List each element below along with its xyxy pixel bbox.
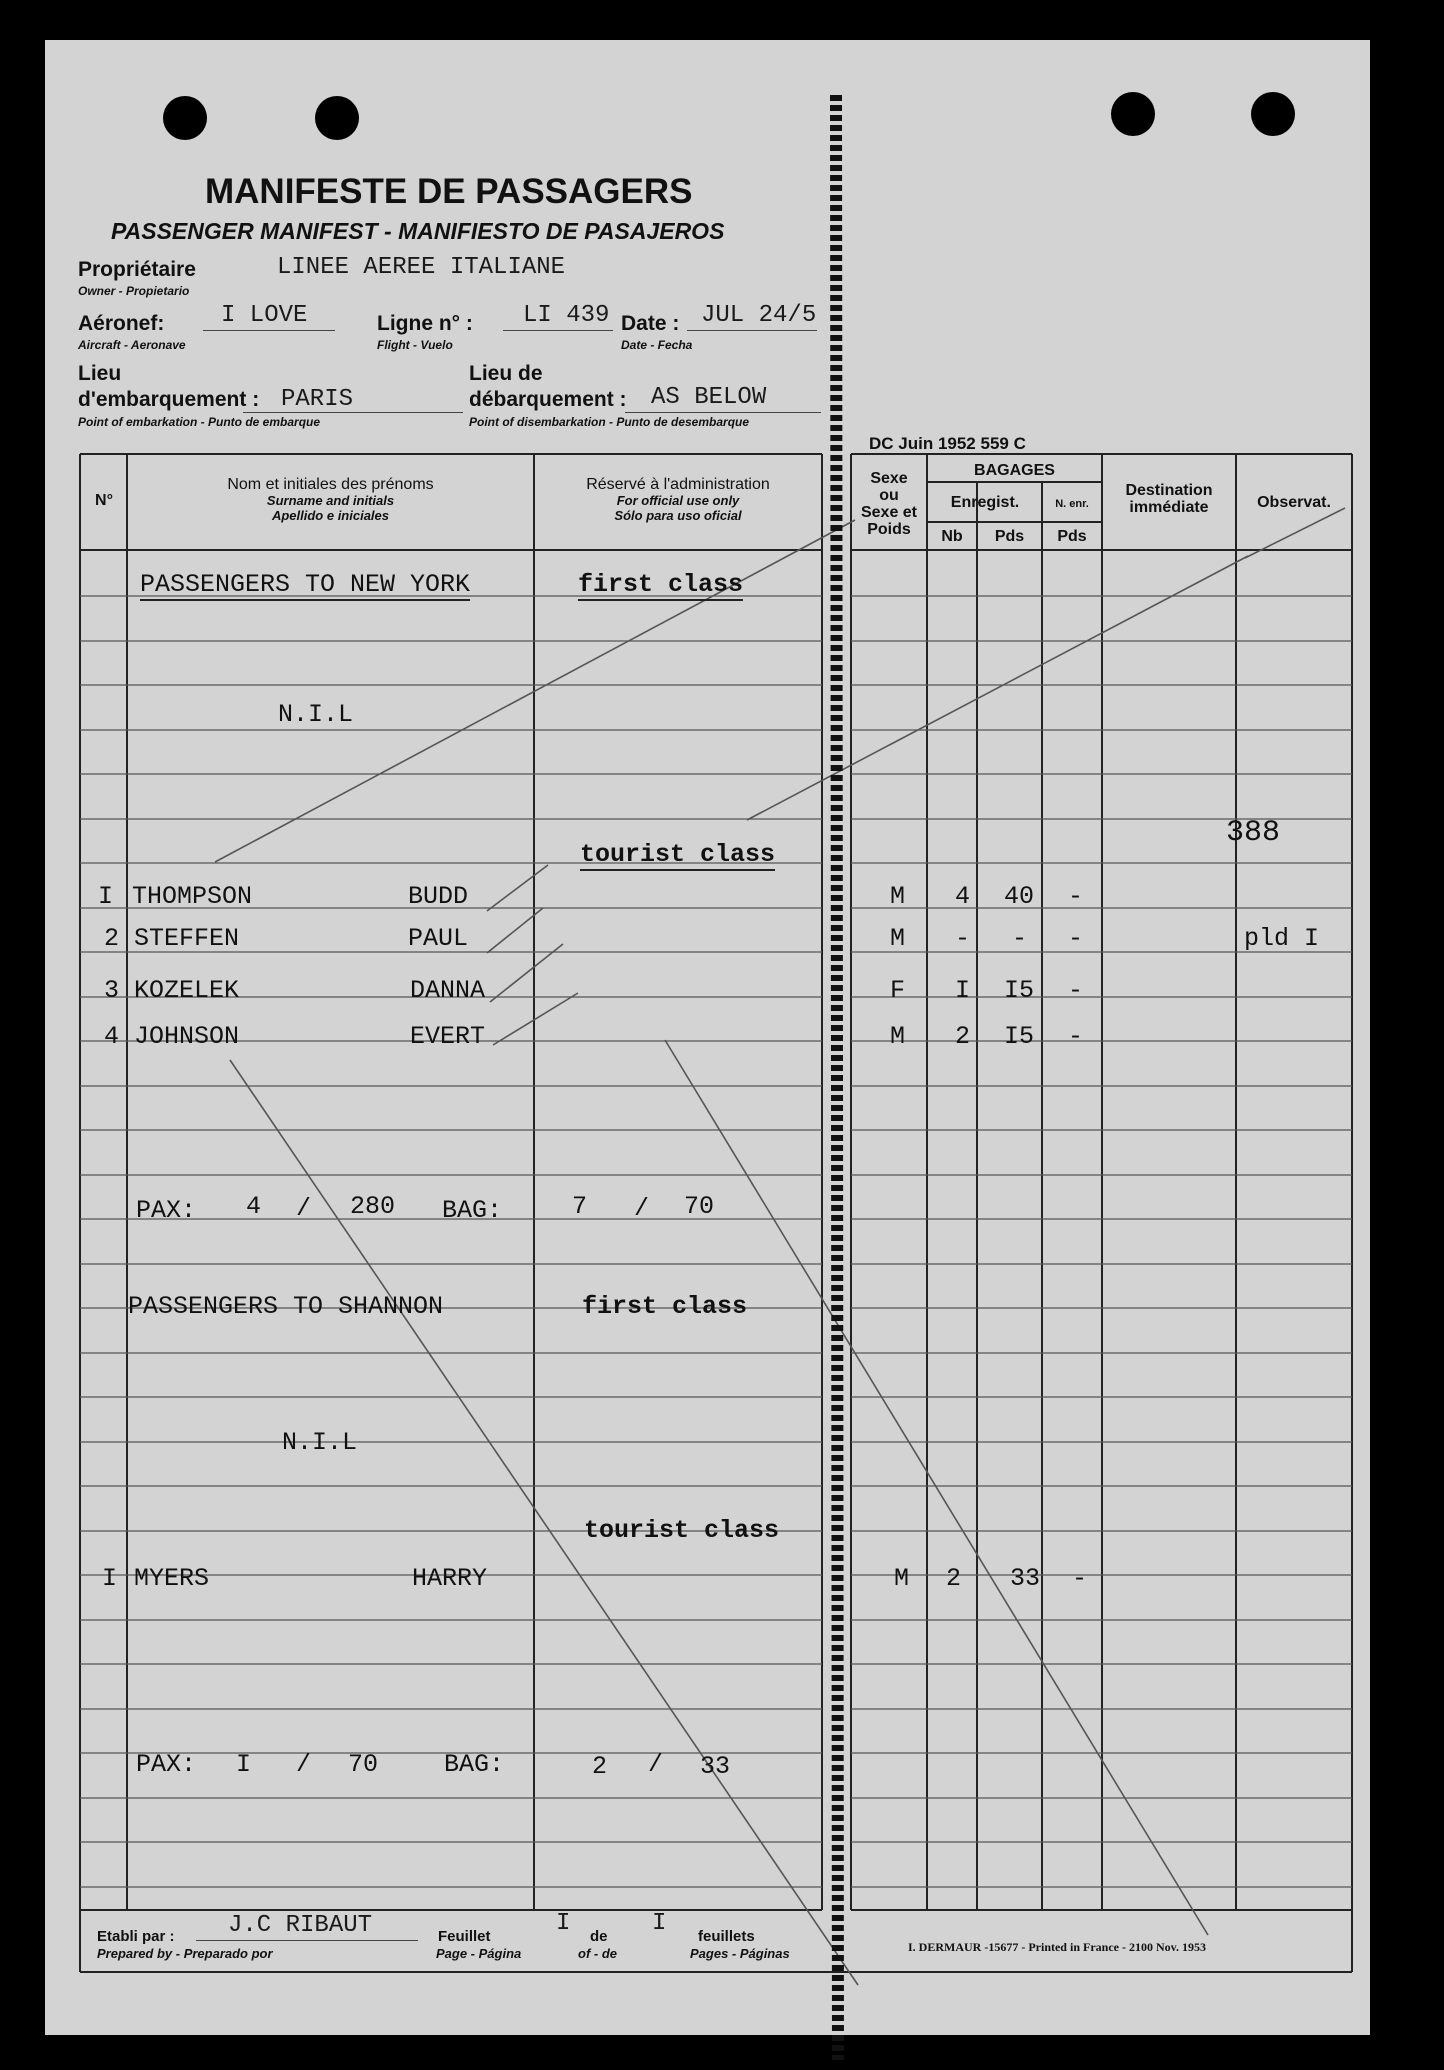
col-destination-line1: Destination [1125,482,1213,499]
bag-label: BAG: [442,1196,503,1225]
passenger-nonreg: - [1068,882,1084,911]
bag-weight: 70 [684,1192,715,1221]
owner-sub: Owner - Propietario [78,284,190,298]
embark-value: PARIS [281,386,354,413]
passenger-bag-weight: I5 [1004,1022,1035,1051]
mark-388: 388 [1226,816,1281,850]
passenger-first: HARRY [412,1564,488,1593]
flight-label: Ligne n° : [377,312,473,335]
date-value: JUL 24/5 [701,302,817,329]
col-sex-line2: ou [879,487,899,504]
prepared-label: Etabli par : [97,1928,175,1945]
passenger-surname: STEFFEN [134,924,240,953]
col-name-line2: Surname and initials [266,493,395,508]
passenger-bag-weight: 33 [1010,1564,1041,1593]
sheets-label: feuillets [698,1928,755,1945]
passenger-no: 4 [104,1022,120,1051]
prepared-sub: Prepared by - Preparado por [97,1946,273,1961]
passenger-sex: M [890,924,906,953]
col-name-line3: Apellido e iniciales [271,508,390,523]
col-no: N° [95,492,113,509]
bag-slash: / [634,1194,650,1223]
aircraft-sub: Aircraft - Aeronave [78,338,186,352]
col-destination [1103,482,1235,516]
col-sex-line1: Sexe [870,470,908,487]
passenger-surname: THOMPSON [132,882,253,911]
pax-slash: / [296,1750,312,1779]
passenger-bag-count: - [955,924,971,953]
passenger-nonreg: - [1068,924,1084,953]
form-title: MANIFESTE DE PASSAGERS [205,172,693,211]
pax-count: 4 [246,1192,262,1221]
col-nb: Nb [941,528,963,545]
prepared-value: J.C RIBAUT [228,1912,373,1939]
passenger-sex: M [894,1564,910,1593]
owner-value: LINEE AEREE ITALIANE [277,254,566,281]
ny-nil: N.I.L [278,700,354,729]
passenger-first: EVERT [410,1022,486,1051]
passenger-bag-count: 4 [955,882,971,911]
owner-label: Propriétaire [78,258,196,281]
col-pds-nonreg: Pds [1057,528,1087,545]
of-sub: of - de [578,1946,617,1961]
col-admin-line1: Réservé à l'administration [586,476,770,493]
col-sex [852,470,926,538]
sh-first-class: first class [582,1292,748,1321]
col-registered: Enregist. [950,494,1020,511]
passenger-sex: M [890,882,906,911]
passenger-no: I [102,1564,118,1593]
ny-first-class: first class [578,570,744,599]
bag-count: 2 [592,1752,608,1781]
col-admin-line2: For official use only [616,493,740,508]
pax-label: PAX: [136,1196,197,1225]
flight-value: LI 439 [523,302,610,329]
ny-section-header: PASSENGERS TO NEW YORK [140,570,471,599]
punch-hole [315,96,359,140]
col-name-line1: Nom et initiales des prénoms [227,476,434,493]
passenger-first: PAUL [408,924,469,953]
date-label: Date : [621,312,680,335]
col-pds: Pds [994,528,1025,545]
flight-sub: Flight - Vuelo [377,338,453,352]
sh-nil: N.I.L [282,1428,358,1457]
col-admin-line3: Sólo para uso oficial [614,508,742,523]
disembark-sub: Point of disembarkation - Punto de desembarque [469,415,750,429]
sheet-sub: Page - Página [436,1946,522,1961]
passenger-bag-weight: I5 [1004,976,1035,1005]
disembark-label-2: débarquement : [469,388,627,411]
col-observ: Observat. [1257,494,1331,511]
passenger-bag-weight: - [1012,924,1028,953]
disembark-value: AS BELOW [651,384,767,411]
aircraft-value: I LOVE [221,302,308,329]
passenger-surname: MYERS [134,1564,210,1593]
passenger-first: BUDD [408,882,469,911]
punch-hole [163,96,207,140]
passenger-first: DANNA [410,976,486,1005]
passenger-sex: M [890,1022,906,1051]
sh-tourist-class: tourist class [584,1516,780,1545]
passenger-surname: KOZELEK [134,976,240,1005]
manifest-sheet [45,40,1370,2035]
sh-section-header: PASSENGERS TO SHANNON [128,1292,444,1321]
embark-label-1: Lieu [78,362,122,385]
pax-label: PAX: [136,1750,197,1779]
passenger-no: I [98,882,114,911]
date-sub: Date - Fecha [621,338,693,352]
sheets-sub: Pages - Páginas [690,1946,790,1961]
pax-slash: / [296,1194,312,1223]
col-sex-line3: Sexe et [860,504,918,521]
passenger-no: 2 [104,924,120,953]
sheet-label: Feuillet [438,1928,491,1945]
col-destination-line2: immédiate [1129,499,1209,516]
passenger-bag-count: 2 [955,1022,971,1051]
form-subtitle: PASSENGER MANIFEST - MANIFIESTO DE PASAJEROS [111,218,725,244]
punch-hole [1111,92,1155,136]
of-label: de [590,1928,608,1945]
sheet-value: I [556,1910,571,1937]
disembark-label-1: Lieu de [469,362,543,385]
pax-weight: 280 [350,1192,396,1221]
passenger-surname: JOHNSON [134,1022,240,1051]
form-code: DC Juin 1952 559 C [869,434,1026,453]
passenger-bag-weight: 40 [1004,882,1035,911]
passenger-no: 3 [104,976,120,1005]
pax-count: I [236,1750,252,1779]
bag-label: BAG: [444,1750,505,1779]
passenger-observation: pld I [1244,924,1320,953]
passenger-nonreg: - [1072,1564,1088,1593]
col-baggage: BAGAGES [974,462,1055,479]
embark-sub: Point of embarkation - Punto de embarque [78,415,321,429]
passenger-nonreg: - [1068,1022,1084,1051]
col-name [128,476,533,523]
bag-slash: / [648,1750,664,1779]
bag-weight: 33 [700,1752,731,1781]
printer-line: I. DERMAUR -15677 - Printed in France - 2100 Nov. 1953 [908,1940,1206,1954]
aircraft-label: Aéronef: [78,312,165,335]
passenger-bag-count: I [955,976,971,1005]
embark-label-2: d'embarquement : [78,388,260,411]
passenger-nonreg: - [1068,976,1084,1005]
of-value: I [652,1910,667,1937]
passenger-bag-count: 2 [946,1564,962,1593]
pax-weight: 70 [348,1750,379,1779]
passenger-sex: F [890,976,906,1005]
col-nonreg: N. enr. [1055,498,1089,510]
col-sex-line4: Poids [867,521,911,538]
ny-tourist-class: tourist class [580,840,776,869]
col-admin [535,476,821,523]
punch-hole [1251,92,1295,136]
bag-count: 7 [572,1192,588,1221]
